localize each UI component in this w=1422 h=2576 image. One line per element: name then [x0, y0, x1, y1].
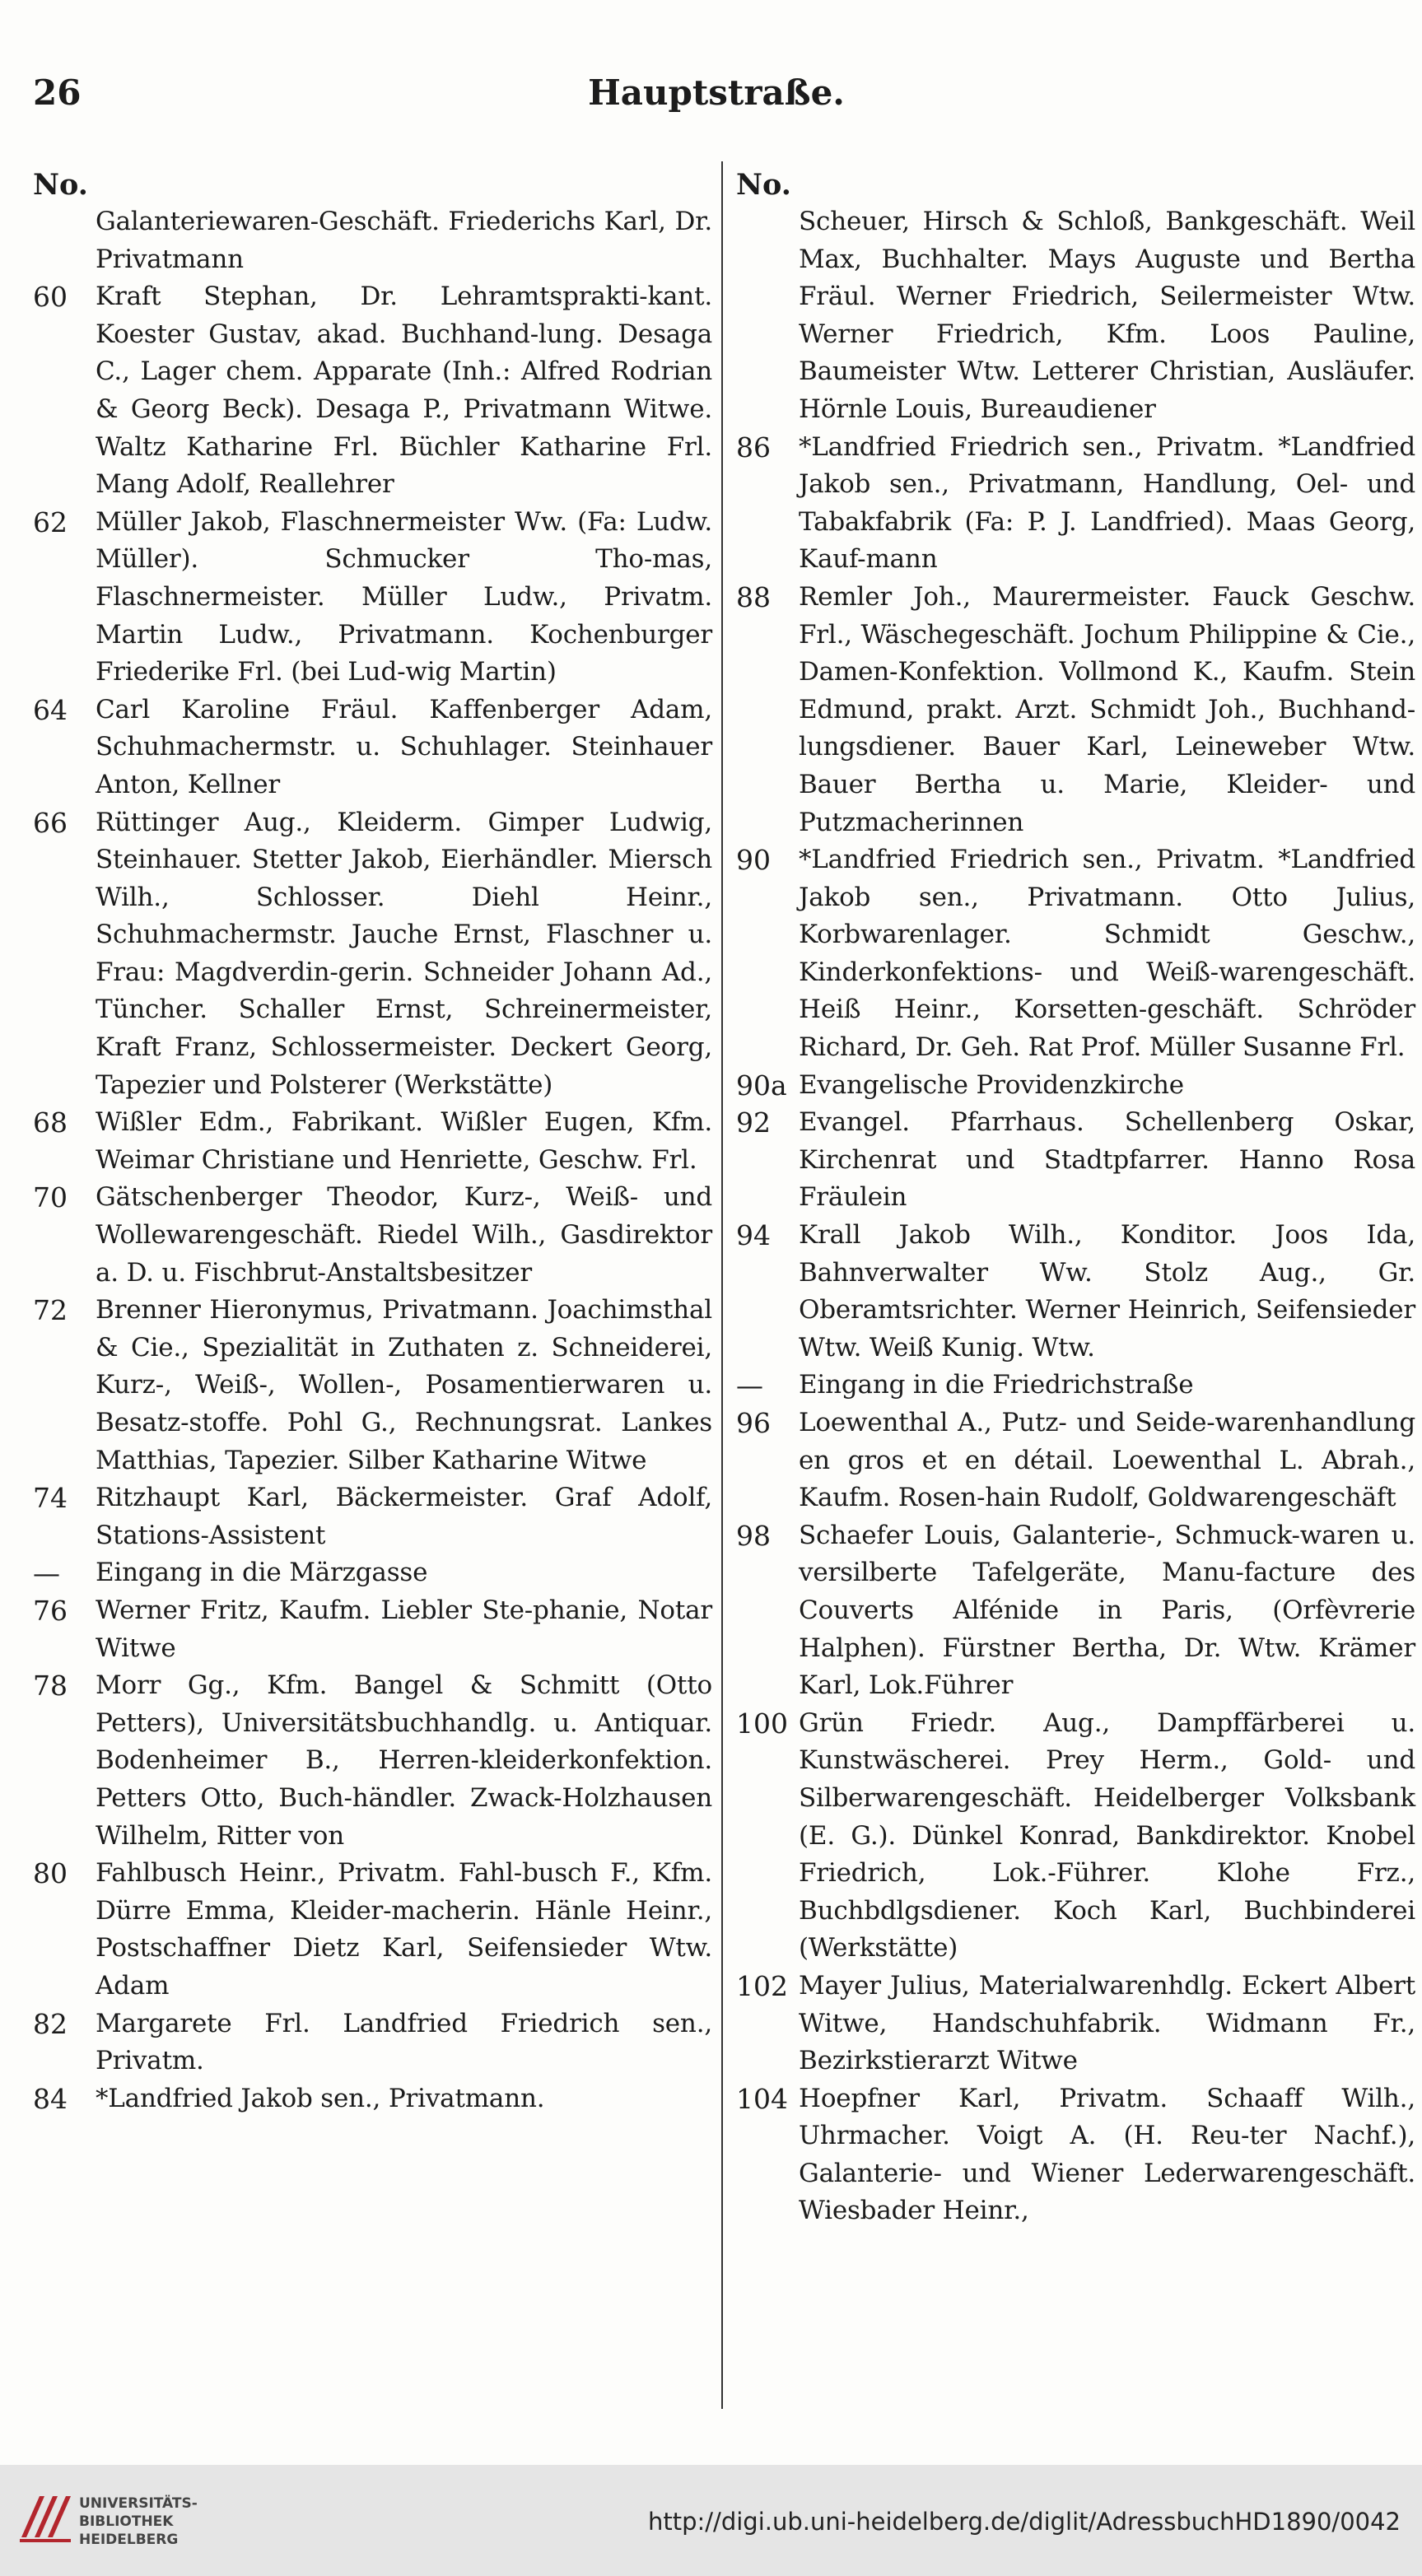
library-name-line: BIBLIOTHEK [79, 2513, 174, 2530]
house-number: 72 [33, 1294, 68, 1327]
resident-listing: Evangelische Providenzkirche [799, 1069, 1184, 1100]
resident-listing: Eingang in die Friedrichstraße [799, 1370, 1194, 1400]
house-number: 68 [33, 1106, 68, 1139]
house-number: 86 [736, 431, 771, 463]
left-column [33, 166, 712, 2117]
library-name-line: HEIDELBERG [79, 2532, 179, 2548]
resident-listing: Loewenthal A., Putz- und Seide-warenhandlung en gros et en détail. Loewenthal L. Abrah., Kaufm. Rosen-hain Rudolf, Goldwarengeschäft [799, 1408, 1415, 1513]
resident-listing: Carl Karoline Fräul. Kaffenberger Adam, Schuhmachermstr. u. Schuhlager. Steinhauer Anton, Kellner [96, 694, 712, 799]
directory-entry [736, 1517, 1415, 1705]
house-number: 78 [33, 1670, 68, 1703]
house-number: 90 [736, 844, 771, 877]
resident-listing: Schaefer Louis, Galanterie-, Schmuck-waren u. versilberte Tafelgeräte, Manu-facture des Couverts Alfénide in Paris, (Orfèvrerie Halphen). Fürstner Bertha, Dr. Wtw. Krämer Karl, Lok.Führer [799, 1520, 1415, 1701]
directory-entry [33, 1554, 712, 1592]
library-name [79, 2494, 198, 2549]
directory-entry [33, 1179, 712, 1292]
resident-listing: Morr Gg., Kfm. Bangel & Schmitt (Otto Petters), Universitätsbuchhandlg. u. Antiquar. Bodenheimer B., Herren-kleiderkonfektion. Petters Otto, Buch-händler. Zwack-Holzhausen Wilhelm, Ritter von [96, 1670, 712, 1851]
house-number: 96 [736, 1407, 771, 1439]
resident-listing: Galanteriewaren-Geschäft. Friederichs Karl, Dr. Privatmann [96, 207, 712, 274]
house-number: — [33, 1557, 60, 1590]
resident-listing: Gätschenberger Theodor, Kurz-, Weiß- und Wollewarengeschäft. Riedel Wilh., Gasdirektor a. D. u. Fischbrut-Anstaltsbesitzer [96, 1182, 712, 1288]
directory-entry [33, 278, 712, 504]
directory-entry [736, 1705, 1415, 1968]
resident-listing: Müller Jakob, Flaschnermeister Ww. (Fa: Ludw. Müller). Schmucker Tho-mas, Flaschnermeister. Müller Ludw., Privatm. Martin Ludw., Privatmann. Kochenburger Friederike Frl. (bei Lud-wig Martin) [96, 506, 712, 687]
directory-entry [33, 504, 712, 692]
house-number: 76 [33, 1594, 68, 1627]
house-number: 102 [736, 1969, 788, 2002]
resident-listing: Rüttinger Aug., Kleiderm. Gimper Ludwig, Steinhauer. Stetter Jakob, Eierhändler. Miersch Wilh., Schlosser. Diehl Heinr., Schuhmachermstr. Jauche Ernst, Flaschner u. Frau: Magdverdin-gerin. Schneider Johann Ad., Tüncher. Schaller Ernst, Schreinermeister, Kraft Franz, Schlossermeister. Deckert Georg, Tapezier und Polsterer (Werkstätte) [96, 807, 712, 1100]
directory-entry [736, 1404, 1415, 1517]
resident-listing: *Landfried Jakob sen., Privatmann. [96, 2083, 545, 2113]
house-number: — [736, 1369, 763, 1402]
house-number: 94 [736, 1219, 771, 1252]
left-entries [33, 203, 712, 2117]
house-number: 88 [736, 580, 771, 613]
resident-listing: Ritzhaupt Karl, Bäckermeister. Graf Adolf, Stations-Assistent [96, 1483, 712, 1550]
resident-listing: Remler Joh., Maurermeister. Fauck Geschw. Frl., Wäschegeschäft. Jochum Philippine & Cie., Damen-Konfektion. Vollmond K., Kaufm. Stein Edmund, prakt. Arzt. Schmidt Joh., Buchhand-lungsdiener. Bauer Karl, Leineweber Wtw. Bauer Bertha u. Marie, Kleider- und Putzmacherinnen [799, 581, 1415, 837]
resident-listing: Evangel. Pfarrhaus. Schellenberg Oskar, Kirchenrat und Stadtpfarrer. Hanno Rosa Fräulein [799, 1107, 1415, 1213]
resident-listing: Werner Fritz, Kaufm. Liebler Ste-phanie, Notar Witwe [96, 1595, 712, 1663]
house-number: 80 [33, 1857, 68, 1890]
house-number: 82 [33, 2007, 68, 2040]
viewer-footer [0, 2465, 1422, 2576]
resident-listing: Fahlbusch Heinr., Privatm. Fahl-busch F., Kfm. Dürre Emma, Kleider-macherin. Hänle Heinr., Postschaffner Dietz Karl, Seifensieder Wtw. Adam [96, 1858, 712, 2001]
resident-listing: *Landfried Friedrich sen., Privatm. *Landfried Jakob sen., Privatmann. Otto Julius, Korbwarenlager. Schmidt Geschw., Kinderkonfektions- und Weiß-warengeschäft. Heiß Heinr., Korsetten-geschäft. Schröder Richard, Dr. Geh. Rat Prof. Müller Susanne Frl. [799, 845, 1415, 1063]
directory-entry [33, 804, 712, 1105]
resident-listing: Grün Friedr. Aug., Dampffärberei u. Kunstwäscherei. Prey Herm., Gold- und Silberwarengeschäft. Heidelberger Volksbank (E. G.). Dünkel Konrad, Bankdirektor. Knobel Friedrich, Lok.-Führer. Klohe Frz., Buchbdlgsdiener. Koch Karl, Buchbinderei (Werkstätte) [799, 1707, 1415, 1963]
directory-entry [33, 1667, 712, 1855]
directory-entry [736, 841, 1415, 1067]
resident-listing: Krall Jakob Wilh., Konditor. Joos Ida, Bahnverwalter Ww. Stolz Aug., Gr. Oberamtsrichter. Werner Heinrich, Seifensieder Wtw. Weiß Kunig. Wtw. [799, 1220, 1415, 1363]
directory-entry [736, 1067, 1415, 1105]
directory-entry [33, 692, 712, 804]
library-name-line: UNIVERSITÄTS- [79, 2495, 198, 2512]
column-divider [721, 161, 723, 2409]
right-entries [736, 203, 1415, 2230]
directory-entry [33, 1592, 712, 1667]
house-number: 98 [736, 1519, 771, 1552]
directory-entry [736, 1367, 1415, 1404]
resident-listing: Mayer Julius, Materialwarenhdlg. Eckert Albert Witwe, Handschuhfabrik. Widmann Fr., Bezirkstierarzt Witwe [799, 1970, 1415, 2076]
directory-entry [33, 2005, 712, 2080]
resident-listing: Eingang in die Märzgasse [96, 1558, 428, 1588]
directory-entry [33, 1104, 712, 1179]
resident-listing: *Landfried Friedrich sen., Privatm. *Landfried Jakob sen., Privatmann, Handlung, Oel- und Tabakfabrik (Fa: P. J. Landfried). Maas Georg, Kauf-mann [799, 431, 1415, 575]
directory-entry [736, 579, 1415, 841]
house-number: 60 [33, 281, 68, 314]
house-number: 104 [736, 2082, 788, 2115]
house-number: 90a [736, 1069, 787, 1102]
running-title: Hauptstraße. [588, 72, 845, 113]
house-number: 70 [33, 1181, 68, 1214]
page-header [33, 72, 1400, 122]
directory-entry [33, 2080, 712, 2118]
house-number: 62 [33, 505, 68, 538]
house-number: 64 [33, 693, 68, 726]
directory-entry [736, 1217, 1415, 1367]
column-head-no: No. [33, 168, 88, 202]
resident-listing: Wißler Edm., Fabrikant. Wißler Eugen, Kfm. Weimar Christiane und Henriette, Geschw. Frl. [96, 1107, 712, 1175]
house-number: 92 [736, 1106, 771, 1139]
directory-entry [736, 1968, 1415, 2080]
house-number: 66 [33, 806, 68, 839]
house-number: 74 [33, 1482, 68, 1515]
directory-entry [33, 1855, 712, 2005]
resident-listing: Hoepfner Karl, Privatm. Schaaff Wilh., Uhrmacher. Voigt A. (H. Reu-ter Nachf.), Galanterie- und Wiener Lederwarengeschäft. Wiesbader Heinr., [799, 2083, 1415, 2226]
directory-entry [736, 203, 1415, 429]
page-number: 26 [33, 72, 82, 113]
column-head-no: No. [736, 168, 791, 202]
directory-entry [736, 429, 1415, 579]
directory-entry [736, 2080, 1415, 2230]
directory-entry [33, 1292, 712, 1479]
resident-listing: Margarete Frl. Landfried Friedrich sen., Privatm. [96, 2008, 712, 2076]
resident-listing: Kraft Stephan, Dr. Lehramtsprakti-kant. Koester Gustav, akad. Buchhand-lung. Desaga C., Lager chem. Apparate (Inh.: Alfred Rodrian & Georg Beck). Desaga P., Privatmann Witwe. Waltz Katharine Frl. Büchler Katharine Frl. Mang Adolf, Reallehrer [96, 282, 712, 500]
resident-listing: Brenner Hieronymus, Privatmann. Joachimsthal & Cie., Spezialität in Zuthaten z. Schneiderei, Kurz-, Weiß-, Wollen-, Posamentierwaren u. Besatz-stoffe. Pohl G., Rechnungsrat. Lankes Matthias, Tapezier. Silber Katharine Witwe [96, 1295, 712, 1475]
right-column [736, 166, 1415, 2230]
directory-entry [736, 1104, 1415, 1217]
directory-entry [33, 1479, 712, 1554]
directory-entry [33, 203, 712, 278]
resident-listing: Scheuer, Hirsch & Schloß, Bankgeschäft. Weil Max, Buchhalter. Mays Auguste und Bertha Fräul. Werner Friedrich, Seilermeister Wtw. Werner Friedrich, Kfm. Loos Pauline, Baumeister Wtw. Letterer Christian, Ausläufer. Hörnle Louis, Bureaudiener [799, 207, 1415, 424]
permalink-url[interactable]: http://digi.ub.uni-heidelberg.de/diglit/AdressbuchHD1890/0042 [647, 2508, 1401, 2536]
university-library-logo-icon [15, 2488, 74, 2547]
house-number: 100 [736, 1707, 788, 1740]
house-number: 84 [33, 2082, 68, 2115]
